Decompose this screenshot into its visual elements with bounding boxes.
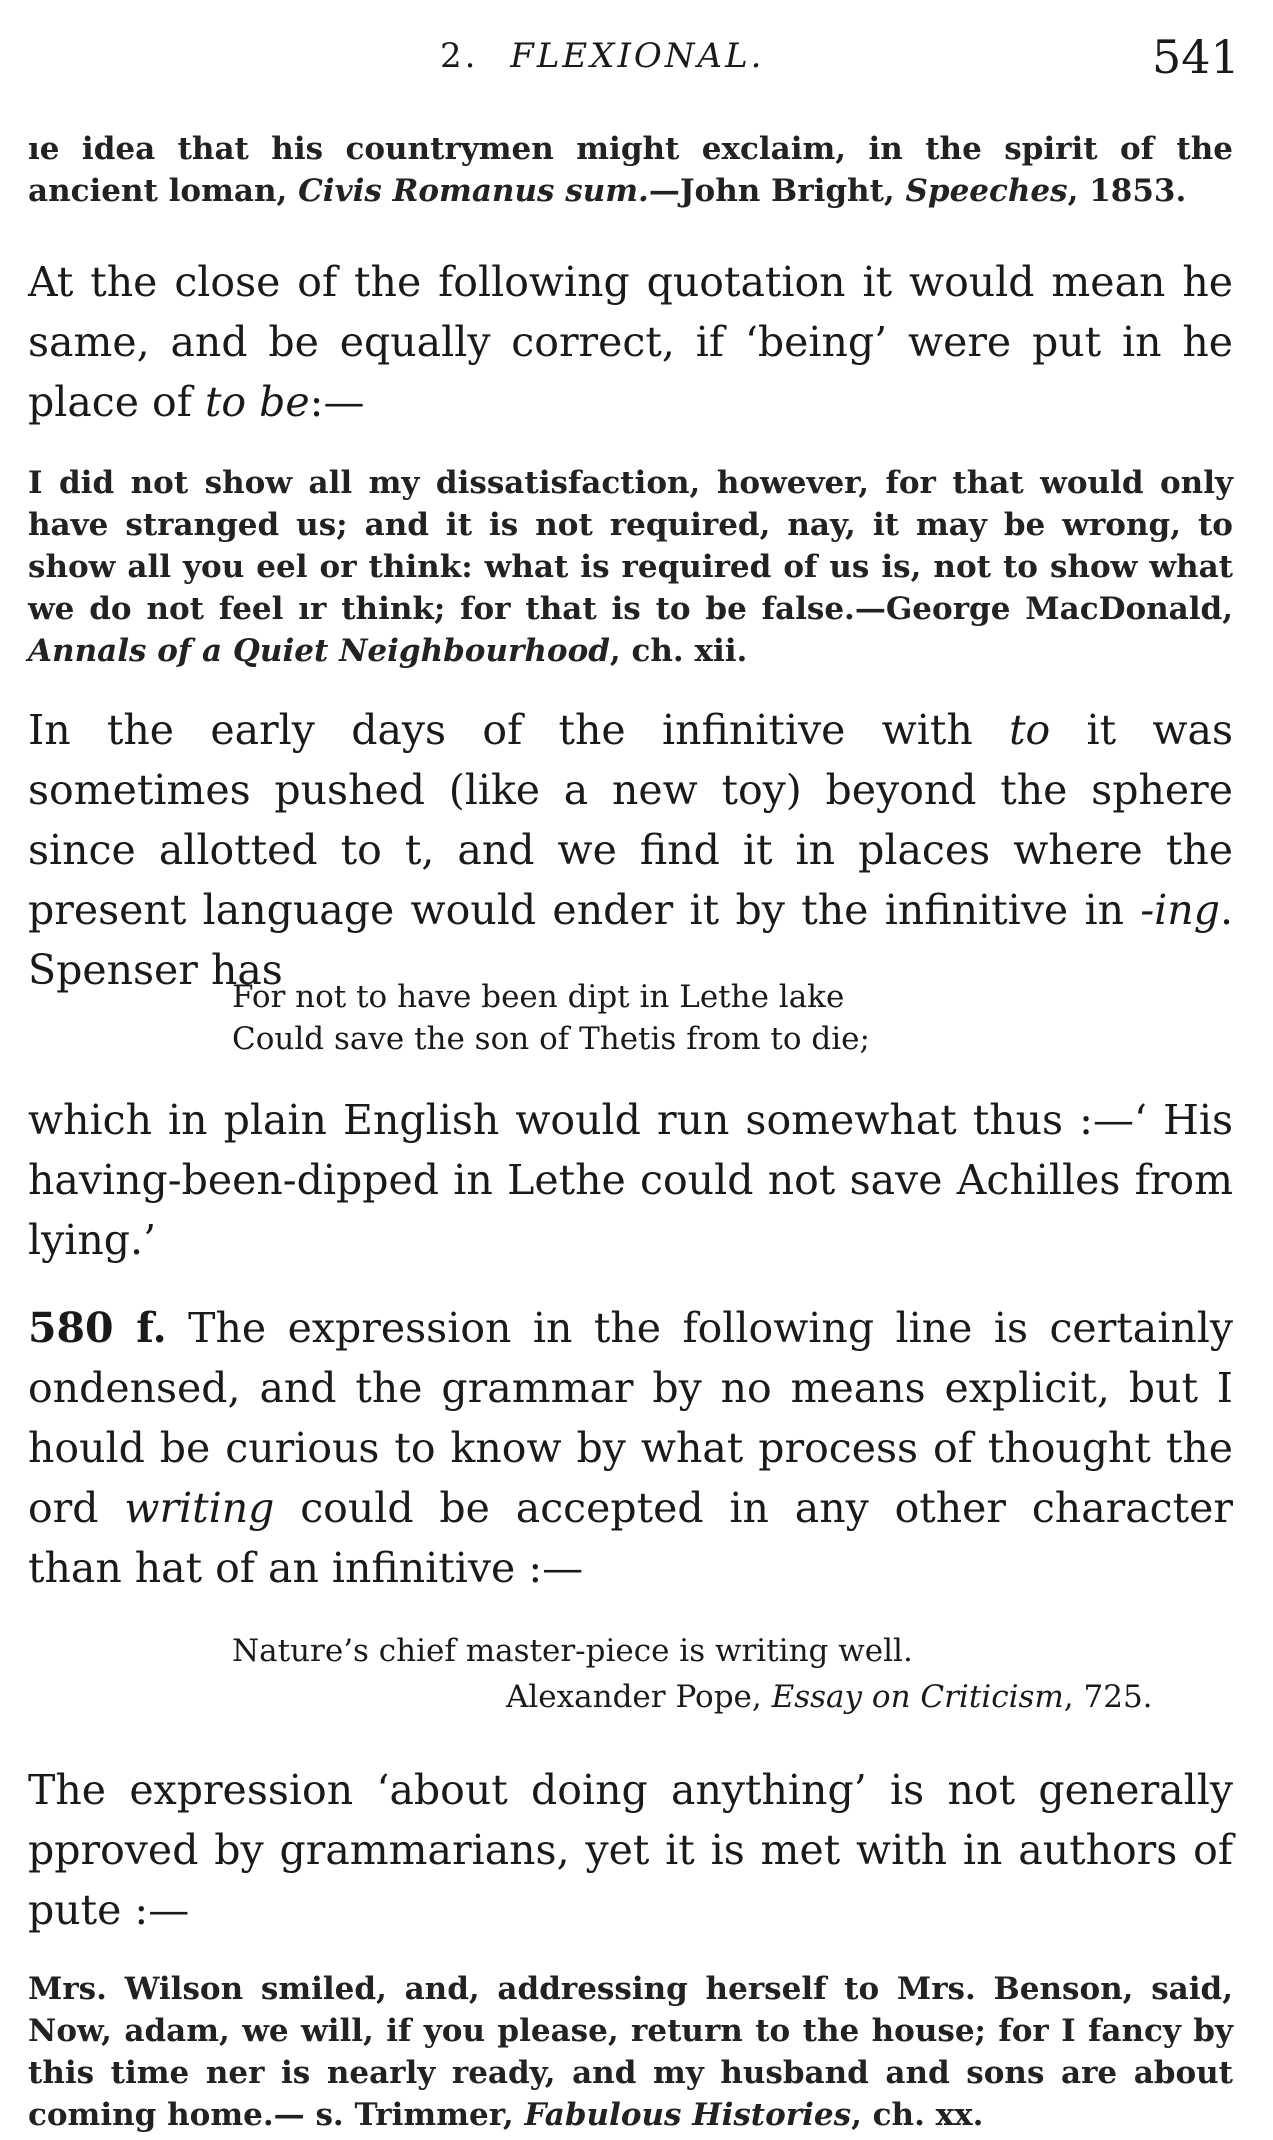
quote-chapter: , ch. xx. [851, 2097, 984, 2133]
verse-line-2: Could save the son of Thetis from to die; [232, 1021, 870, 1057]
quote-text: I did not show all my dissatisfaction, however, for that would only have stranged us; and it is not required, nay, it may be wrong, to show all you eel or think: what is required of us is, not to show what we do not feel ır think; for that is to be false.—George MacDonald, [28, 465, 1233, 627]
section-title: FLEXIONAL. [510, 36, 765, 76]
quote-work-title: Annals of a Quiet Neighbourhood [28, 633, 610, 669]
page-header [0, 28, 1273, 88]
paragraph-italic: to be [204, 378, 310, 426]
quote-work-title: Fabulous Histories [524, 2097, 852, 2133]
quote-latin-phrase: Civis Romanus sum. [298, 173, 649, 209]
paragraph-infinitive-history [28, 700, 1233, 1000]
section-marker: 580 f. [28, 1304, 167, 1352]
paragraph-text: The expression in the following line is certainly ondensed, and the grammar by no means explicit, but I hould be curious to know by what process of thought the ord [28, 1304, 1234, 1532]
paragraph-text: The expression ‘about doing anything’ is not generally pproved by grammarians, yet it is met with in authors of pute :— [28, 1766, 1233, 1934]
paragraph-text: which in plain English would run somewhat thus :—‘ His having-been-dipped in Lethe could not save Achilles from lying.’ [28, 1096, 1233, 1264]
page-number: 541 [1152, 30, 1240, 84]
quote-chapter: , ch. xii. [609, 633, 748, 669]
paragraph-text-end: . Spenser has [28, 886, 1233, 994]
paragraph-text-end: could be accepted in any other character than hat of an infinitive :— [28, 1484, 1233, 1592]
paragraph-about-doing [28, 1760, 1233, 1940]
paragraph-text-mid: it was sometimes pushed (like a new toy) beyond the sphere since allotted to t, and we find it in places where the present language would ender it by the infinitive in [28, 706, 1234, 934]
quote-text: ıe idea that his countrymen might exclaim, in the spirit of the ancient [28, 131, 1233, 209]
quote-work-title: Speeches [905, 173, 1068, 209]
paragraph-text: In the early days of the infinitive with [28, 706, 1010, 754]
paragraph-580f [28, 1298, 1233, 1598]
paragraph-plain-english [28, 1090, 1233, 1270]
quote-year: , 1853. [1067, 173, 1187, 209]
quote-attribution: —John Bright, [648, 173, 906, 209]
attribution-author: Alexander Pope, [506, 1679, 772, 1715]
quote-text: Mrs. Wilson smiled, and, addressing herself to Mrs. Benson, said, Now, adam, we will, if you please, return to the house; for I fancy by this time ner is nearly ready, and my husband and sons are about coming home.— s. Trimmer, [28, 1971, 1233, 2133]
quote-trimmer [28, 1968, 1233, 2136]
paragraph-italic-to: to [1009, 706, 1051, 754]
paragraph-text: At the close of the following quotation it would mean he same, and be equally correct, if ‘being’ were put in he place of [28, 258, 1233, 426]
quote-bright [28, 128, 1233, 212]
paragraph-close-of-quotation [28, 252, 1233, 432]
running-head [440, 36, 764, 76]
verse-attribution [506, 1676, 1153, 1718]
attribution-line-number: , 725. [1063, 1679, 1153, 1715]
quote-line-start: loman, [168, 173, 299, 209]
attribution-work-title: Essay on Criticism [771, 1679, 1064, 1715]
verse-line-1: For not to have been dipt in Lethe lake [232, 979, 845, 1015]
quote-macdonald [28, 462, 1233, 672]
section-number: 2. [440, 36, 479, 76]
verse-line: Nature’s chief master-piece is writing well. [232, 1633, 913, 1669]
paragraph-italic-ing: -ing [1140, 886, 1220, 934]
verse-spenser [232, 976, 870, 1060]
paragraph-italic-writing: writing [124, 1484, 275, 1532]
paragraph-text-end: :— [309, 378, 365, 426]
